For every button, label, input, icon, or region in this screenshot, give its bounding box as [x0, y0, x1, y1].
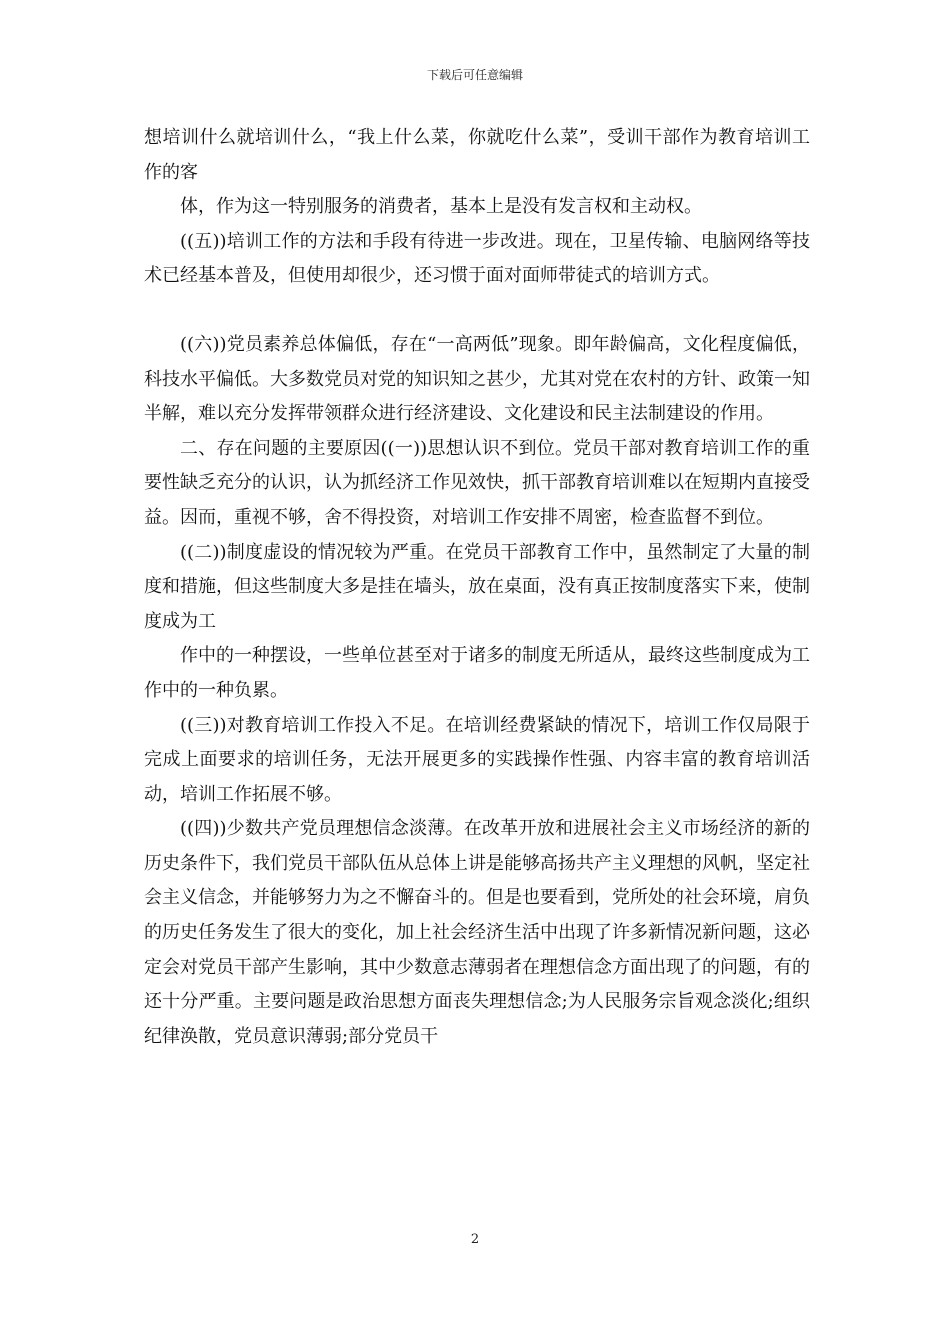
paragraph: 二、存在问题的主要原因((一))思想认识不到位。党员干部对教育培训工作的重要性缺乏充分的认识，认为抓经济工作见效快，抓干部教育培训难以在短期内直接受益。因而，重视不够，舍不得投资，对培训工作安排不周密，检查监督不到位。: [144, 437, 810, 528]
paragraph: ((三))对教育培训工作投入不足。在培训经费紧缺的情况下，培训工作仅局限于完成上面要求的培训任务，无法开展更多的实践操作性强、内容丰富的教育培训活动，培训工作拓展不够。: [144, 714, 810, 805]
paragraph: ((二))制度虚设的情况较为严重。在党员干部教育工作中，虽然制定了大量的制度和措施，但这些制度大多是挂在墙头，放在桌面，没有真正按制度落实下来，使制度成为工: [144, 541, 810, 632]
paragraph-gap: [144, 294, 810, 328]
paragraph: 体，作为这一特别服务的消费者，基本上是没有发言权和主动权。: [180, 196, 702, 218]
paragraph: ((六))党员素养总体偏低，存在“一高两低”现象。即年龄偏高，文化程度偏低，科技水平偏低。大多数党员对党的知识知之甚少，尤其对党在农村的方针、政策一知半解，难以充分发挥带领群众进行经济建设、文化建设和民主法制建设的作用。: [144, 333, 810, 425]
paragraph: ((四))少数共产党员理想信念淡薄。在改革开放和进展社会主义市场经济的新的历史条件下，我们党员干部队伍从总体上讲是能够高扬共产主义理想的风帆，坚定社会主义信念，并能够努力为之不懈奋斗的。但是也要看到，党所处的社会环境，肩负的历史任务发生了很大的变化，加上社会经济生活中出现了许多新情况新问题，这必定会对党员干部产生影响，其中少数意志薄弱者在理想信念方面出现了的问题，有的还十分严重。主要问题是政治思想方面丧失理想信念;为人民服务宗旨观念淡化;组织纪律涣散，党员意识薄弱;部分党员干: [144, 818, 810, 1047]
document-body: [144, 121, 810, 1054]
paragraph: ((五))培训工作的方法和手段有待进一步改进。现在，卫星传输、电脑网络等技术已经基本普及，但使用却很少，还习惯于面对面师带徒式的培训方式。: [144, 230, 810, 287]
page-number: 2: [470, 1232, 480, 1247]
page-header: 下载后可任意编辑: [426, 68, 523, 82]
paragraph: 想培训什么就培训什么，“我上什么菜，你就吃什么菜”，受训干部作为教育培训工作的客: [144, 127, 810, 183]
paragraph: 作中的一种摆设，一些单位甚至对于诸多的制度无所适从，最终这些制度成为工作中的一种负累。: [144, 645, 810, 701]
